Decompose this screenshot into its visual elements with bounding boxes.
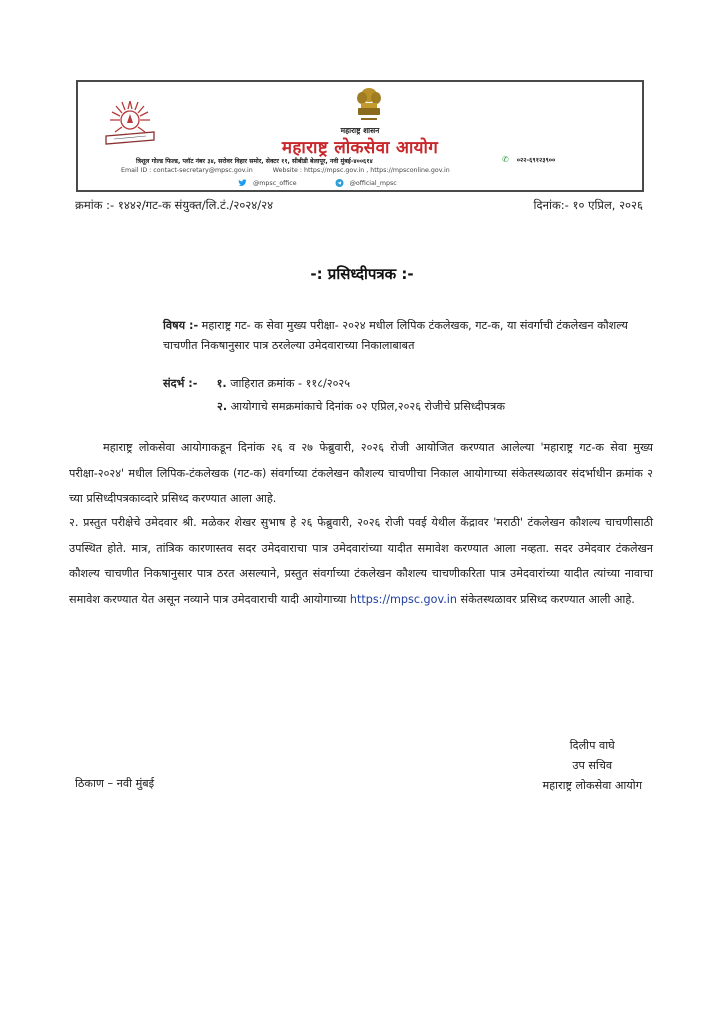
signatory-name: दिलीप वाघे xyxy=(569,739,615,752)
subject xyxy=(163,316,653,356)
twitter-link[interactable]: @mpsc_office xyxy=(238,179,297,187)
social-links xyxy=(238,179,397,187)
commission-name: महाराष्ट्र लोकसेवा आयोग xyxy=(281,138,439,158)
body-paragraph-1: महाराष्ट्र लोकसेवा आयोगाकडून दिनांक २६ व २७ फेब्रुवारी, २०२६ रोजी आयोजित करण्यात आलेल्या 'महाराष्ट्र गट-क सेवा मुख्य परीक्षा-२०२४' मधील लिपिक-टंकलेखक (गट-क) संवर्गाच्या टंकलेखन कौशल्य चाचणीचा निकाल आयोगाच्या संकेतस्थळावर संदर्भाधीन क्रमांक २ च्या प्रसिध्दीपत्रकाव्दारे प्रसिध्द करण्यात आला आहे. xyxy=(69,441,653,505)
signatory-office: महाराष्ट्र लोकसेवा आयोग xyxy=(542,779,642,792)
mpsc-website-link[interactable]: https://mpsc.gov.in xyxy=(349,592,457,606)
twitter-icon xyxy=(238,179,247,187)
contact-line xyxy=(121,167,450,174)
phone-number: ✆ ०२२-६९१२३९०० xyxy=(502,155,556,164)
subject-text: महाराष्ट्र गट- क सेवा मुख्य परीक्षा- २०२४ मधील लिपिक टंकलेखक, गट-क, या संवर्गाची टंकलेखन कौशल्य चाचणीत निकषानुसार पात्र ठरलेल्या उमेदवाराच्या निकालाबाबत xyxy=(163,319,628,352)
government-label: महाराष्ट्र शासन xyxy=(340,126,380,135)
notice-title: -: प्रसिध्दीपत्रक :- xyxy=(310,265,414,283)
telegram-link[interactable]: @official_mpsc xyxy=(335,179,397,187)
references-label: संदर्भ :- xyxy=(163,377,198,390)
signature-block xyxy=(542,736,642,796)
email-text[interactable]: Email ID : contact-secretary@mpsc.gov.in xyxy=(121,167,253,174)
reference-item: संदर्भ :- १. जाहिरात क्रमांक - ११८/२०२५ xyxy=(163,372,505,395)
place: ठिकाण – नवी मुंबई xyxy=(75,777,155,790)
references xyxy=(163,372,505,418)
notice-date: दिनांक:- १० एप्रिल, २०२६ xyxy=(533,198,643,212)
phone-icon: ✆ xyxy=(502,155,509,164)
national-emblem-icon xyxy=(352,86,386,124)
reference-number: क्रमांक :- १४४२/गट-क संयुक्त/लि.टं./२०२४/२४ xyxy=(75,198,274,212)
subject-label: विषय :- xyxy=(163,319,199,332)
signatory-designation: उप सचिव xyxy=(572,759,613,772)
telegram-icon xyxy=(335,179,344,187)
letterhead xyxy=(76,80,644,192)
website-text[interactable]: Website : https://mpsc.gov.in , https://mpsconline.gov.in xyxy=(272,167,450,174)
reference-item: २. आयोगाचे समक्रमांकाचे दिनांक ०२ एप्रिल,२०२६ रोजीचे प्रसिध्दीपत्रक xyxy=(217,400,505,413)
office-address: त्रिशूल गोल्ड फिल्ड, प्लॉट नंबर ३४, सरोवर विहार समोर, सेक्टर ११, सीबीडी बेलापूर, नवी मुंबई-४००६१४ xyxy=(136,158,373,165)
body-paragraph-2: २. प्रस्तुत परीक्षेचे उमेदवार श्री. मळेकर शेखर सुभाष हे २६ फेब्रुवारी, २०२६ रोजी पवई येथील केंद्रावर 'मराठी' टंकलेखन कौशल्य चाचणीसाठी उपस्थित होते. मात्र, तांत्रिक कारणास्तव सदर उमेदवाराचा पात्र उमेदवारांच्या यादीत समावेश करण्यात आला नव्हता. सदर उमेदवार टंकलेखन कौशल्य चाचणीत निकषानुसार पात्र ठरत असल्याने, प्रस्तुत संवर्गाच्या टंकलेखन कौशल्य चाचणीकरिता पात्र उमेदवारांच्या यादीत त्यांच्या नावाचा समावेश करण्यात येत असून नव्याने पात्र उमेदवाराची यादी आयोगाच्या https://mpsc.gov.in संकेतस्थळावर प्रसिध्द करण्यात आली आहे. xyxy=(69,516,653,606)
